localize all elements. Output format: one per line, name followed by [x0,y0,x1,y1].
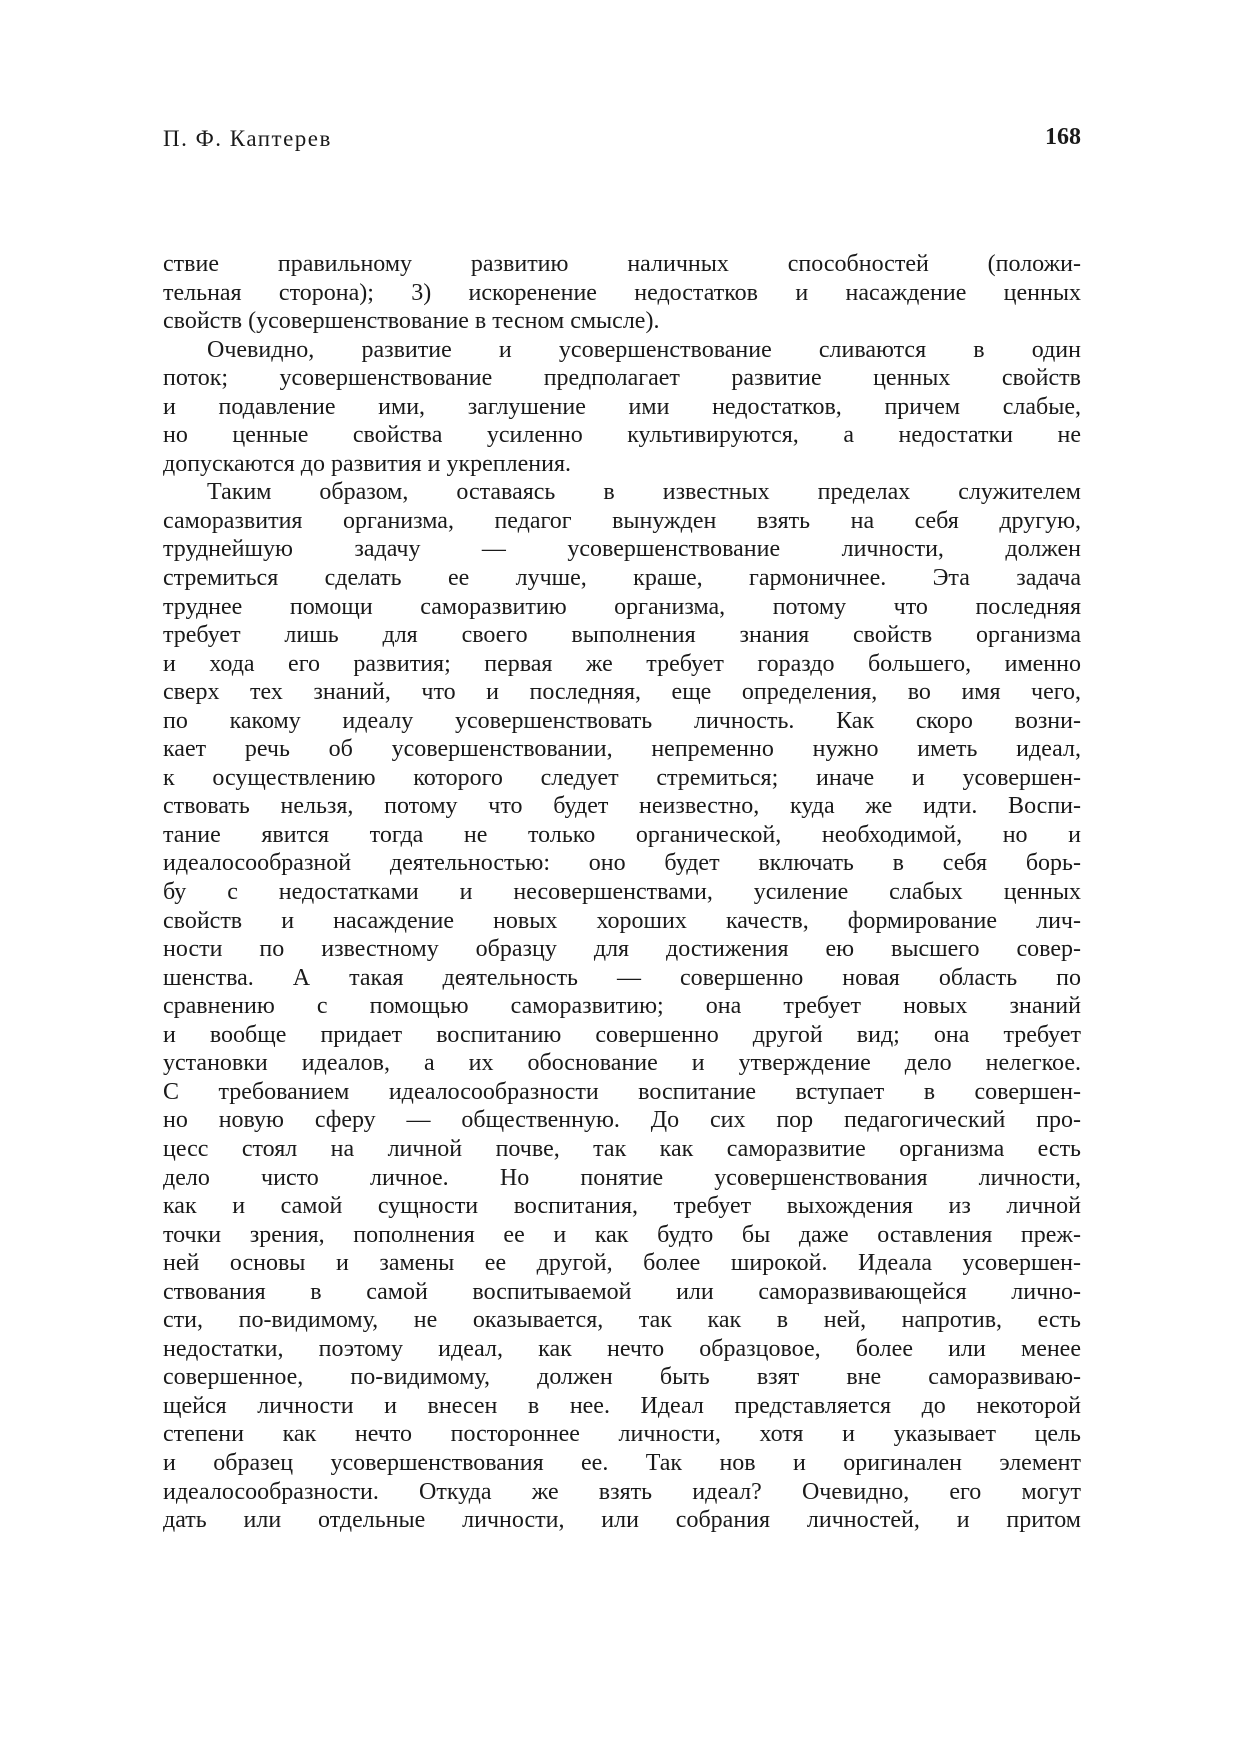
text-line: требует лишь для своего выполнения знания свойств организма [163,622,1081,649]
text-line: совершенное, по-видимому, должен быть взят вне саморазвиваю- [163,1364,1081,1391]
text-line: ствие правильному развитию наличных способностей (положи- [163,251,1081,277]
text-line: сравнению с помощью саморазвитию; она требует новых знаний [163,993,1081,1020]
text-line: бу с недостатками и несовершенствами, усиление слабых ценных [163,879,1081,906]
text-line: идеалосообразности. Откуда же взять идеал? Очевидно, его могут [163,1478,1081,1505]
text-line: идеалосообразной деятельностью: оно будет включать в себя борь- [163,850,1081,877]
text-line: стремиться сделать ее лучше, краше, гармоничнее. Эта задача [163,565,1081,592]
paragraph-first-line: Таким образом, оставаясь в известных пределах служителем [207,479,1081,506]
text-line: установки идеалов, а их обоснование и утверждение дело нелегкое. [163,1050,1081,1077]
text-line: ности по известному образцу для достижения ею высшего совер- [163,936,1081,963]
text-line: но ценные свойства усиленно культивируются, а недостатки не [163,422,1081,449]
text-line: степени как нечто постороннее личности, хотя и указывает цель [163,1421,1081,1448]
text-line: ствовать нельзя, потому что будет неизвестно, куда же идти. Воспи- [163,793,1081,820]
text-line: и подавление ими, заглушение ими недостатков, причем слабые, [163,393,1081,420]
paragraph-first-line: Очевидно, развитие и усовершенствование сливаются в один [207,336,1081,363]
running-head [163,126,1081,160]
text-line: саморазвития организма, педагог вынужден взять на себя другую, [163,507,1081,534]
text-line: и образец усовершенствования ее. Так нов и оригинален элемент [163,1449,1081,1476]
text-line: ней основы и замены ее другой, более широкой. Идеала усовершен- [163,1250,1081,1277]
text-line: дело чисто личное. Но понятие усовершенствования личности, [163,1164,1081,1191]
text-line: к осуществлению которого следует стремиться; иначе и усовершен- [163,764,1081,791]
text-line: и вообще придает воспитанию совершенно другой вид; она требует [163,1021,1081,1048]
text-line: допускаются до развития и укрепления. [163,450,571,477]
text-line: и хода его развития; первая же требует гораздо большего, именно [163,650,1081,677]
body-text [163,250,1081,1535]
text-line: сверх тех знаний, что и последняя, еще определения, во имя чего, [163,679,1081,706]
text-line: кает речь об усовершенствовании, непременно нужно иметь идеал, [163,736,1081,763]
text-line: тание явится тогда не только органической, необходимой, но и [163,821,1081,848]
text-line: недостатки, поэтому идеал, как нечто образцовое, более или менее [163,1335,1081,1362]
text-line: сти, по-видимому, не оказывается, так как в ней, напротив, есть [163,1307,1081,1334]
text-line: как и самой сущности воспитания, требует выхождения из личной [163,1193,1081,1220]
text-line: труднейшую задачу — усовершенствование личности, должен [163,536,1081,563]
author-name: П. Ф. Каптерев [163,126,332,151]
text-line: по какому идеалу усовершенствовать личность. Как скоро возни- [163,707,1081,734]
text-line: тельная сторона); 3) искоренение недостатков и насаждение ценных [163,279,1081,306]
text-line: цесс стоял на личной почве, так как саморазвитие организма есть [163,1135,1081,1162]
text-line: точки зрения, пополнения ее и как будто бы даже оставления преж- [163,1221,1081,1248]
text-line: шенства. А такая деятельность — совершенно новая область по [163,964,1081,991]
text-line: но новую сферу — общественную. До сих пор педагогический про- [163,1107,1081,1134]
text-line: С требованием идеалосообразности воспитание вступает в совершен- [163,1078,1081,1105]
text-line: щейся личности и внесен в нее. Идеал представляется до некоторой [163,1392,1081,1419]
text-line: ствования в самой воспитываемой или саморазвивающейся лично- [163,1278,1081,1305]
text-line: свойств (усовершенствование в тесном смысле). [163,308,660,335]
text-line: свойств и насаждение новых хороших качеств, формирование лич- [163,907,1081,934]
text-line: труднее помощи саморазвитию организма, потому что последняя [163,593,1081,620]
page-number: 168 [1045,124,1081,150]
text-line: поток; усовершенствование предполагает развитие ценных свойств [163,365,1081,392]
text-line: дать или отдельные личности, или собрания личностей, и притом [163,1507,1081,1534]
